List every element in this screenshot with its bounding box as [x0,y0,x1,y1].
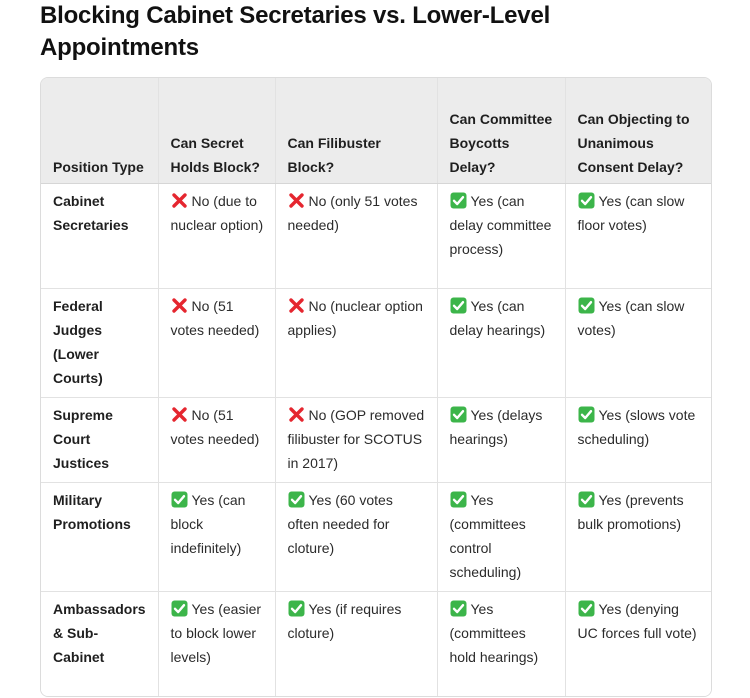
cell-text: Yes (if requires cloture) [287,600,402,641]
cell-text: No (nuclear option applies) [287,297,423,338]
red-cross-icon [288,297,305,314]
cell-text: Yes (slows vote scheduling) [577,406,696,447]
green-check-icon [578,600,595,617]
header-committee-boycotts: Can Committee Boycotts Delay? [437,78,565,183]
cell-text: No (51 votes needed) [170,406,260,447]
row-position-type: Cabinet Secretaries [41,183,158,288]
cell-unanimous-consent [565,397,711,482]
green-check-icon [171,600,188,617]
cell-committee-boycotts [437,288,565,397]
green-check-icon [450,491,467,508]
cell-text: Yes (can delay committee process) [449,192,552,257]
cell-text: Yes (can block indefinitely) [170,491,246,556]
cell-committee-boycotts [437,397,565,482]
red-cross-icon [171,297,188,314]
red-cross-icon [288,406,305,423]
cell-text: Yes (can slow floor votes) [577,192,685,233]
row-position-type: Federal Judges (Lower Courts) [41,288,158,397]
green-check-icon [578,192,595,209]
table-header [41,78,711,183]
row-position-type: Supreme Court Justices [41,397,158,482]
header-row [41,78,711,183]
cell-secret-holds [158,288,275,397]
cell-text: Yes (prevents bulk promotions) [577,491,684,532]
table-body [41,183,711,696]
cell-filibuster [275,288,437,397]
table-row [41,183,711,288]
green-check-icon [171,491,188,508]
green-check-icon [450,600,467,617]
cell-unanimous-consent [565,591,711,696]
header-unanimous-consent: Can Objecting to Unanimous Consent Delay? [565,78,711,183]
table-row [41,288,711,397]
cell-text: No (51 votes needed) [170,297,260,338]
cell-secret-holds [158,591,275,696]
cell-text: Yes (committees control scheduling) [449,491,526,580]
page-title: Blocking Cabinet Secretaries vs. Lower-Level Appointments [40,2,551,61]
cell-text: No (only 51 votes needed) [287,192,418,233]
red-cross-icon [288,192,305,209]
green-check-icon [450,406,467,423]
green-check-icon [288,600,305,617]
cell-committee-boycotts [437,591,565,696]
cell-text: Yes (easier to block lower levels) [170,600,262,665]
green-check-icon [578,297,595,314]
cell-filibuster [275,183,437,288]
cell-unanimous-consent [565,183,711,288]
cell-committee-boycotts [437,482,565,591]
header-filibuster: Can Filibuster Block? [275,78,437,183]
green-check-icon [288,491,305,508]
red-cross-icon [171,192,188,209]
table-row [41,482,711,591]
cell-secret-holds [158,183,275,288]
comparison-table-container [40,77,712,697]
cell-unanimous-consent [565,482,711,591]
cell-text: No (GOP removed filibuster for SCOTUS in 2017) [287,406,425,471]
cell-text: Yes (can delay hearings) [449,297,546,338]
cell-text: Yes (60 votes often needed for cloture) [287,491,393,556]
comparison-table [41,78,711,696]
cell-unanimous-consent [565,288,711,397]
header-secret-holds: Can Secret Holds Block? [158,78,275,183]
cell-filibuster [275,591,437,696]
cell-filibuster [275,482,437,591]
green-check-icon [578,491,595,508]
cell-secret-holds [158,482,275,591]
cell-secret-holds [158,397,275,482]
green-check-icon [578,406,595,423]
green-check-icon [450,192,467,209]
green-check-icon [450,297,467,314]
cell-text: Yes (committees hold hearings) [449,600,539,665]
header-position-type: Position Type [41,78,158,183]
cell-text: Yes (denying UC forces full vote) [577,600,697,641]
red-cross-icon [171,406,188,423]
table-row [41,591,711,696]
cell-text: Yes (delays hearings) [449,406,543,447]
row-position-type: Ambassadors & Sub-Cabinet [41,591,158,696]
cell-committee-boycotts [437,183,565,288]
cell-filibuster [275,397,437,482]
table-row [41,397,711,482]
row-position-type: Military Promotions [41,482,158,591]
cell-text: Yes (can slow votes) [577,297,685,338]
cell-text: No (due to nuclear option) [170,192,264,233]
